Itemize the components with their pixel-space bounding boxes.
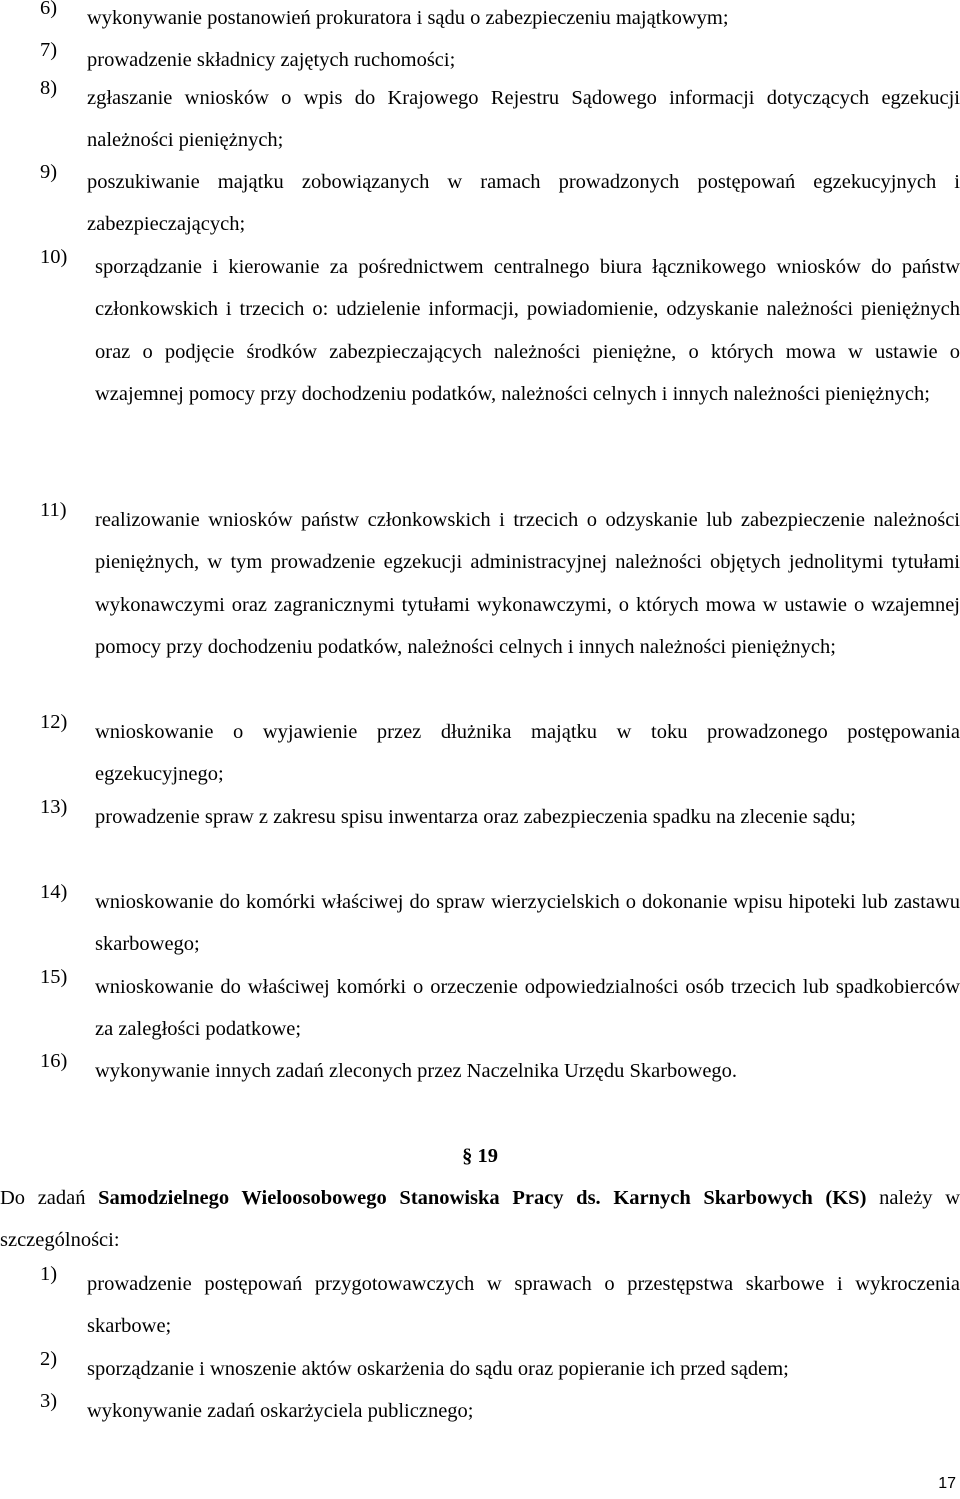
list-item-text: wnioskowanie o wyjawienie przez dłużnika majątku w toku prowadzonego postępowania egzekucyjnego; [95,721,960,786]
list-item [40,1050,960,1092]
list-item [40,796,960,838]
list-item [40,711,960,796]
list-item [40,1390,960,1432]
list-item [40,39,960,81]
list-item-number: 16) [40,1050,68,1072]
list-item-number: 14) [40,881,68,903]
intro-suffix: należy w szczególności: [0,1187,960,1252]
list-item-text: prowadzenie składnicy zajętych ruchomości; [87,49,456,71]
list-item-number: 3) [40,1390,58,1412]
list-item [40,0,960,39]
intro-prefix: Do zadań [0,1187,99,1209]
list-item-text: wykonywanie zadań oskarżyciela publicznego; [87,1400,474,1422]
list-item-text: wnioskowanie do komórki właściwej do spraw wierzycielskich o dokonanie wpisu hipoteki lub zastawu skarbowego; [95,891,960,956]
list-item-text: wykonywanie postanowień prokuratora i sądu o zabezpieczeniu majątkowym; [87,7,729,29]
page-number: 17 [938,1475,956,1492]
list-item-number: 15) [40,966,68,988]
list-item-number: 9) [40,161,58,183]
list-item-number: 13) [40,796,68,818]
unit-name: Samodzielnego Wieloosobowego Stanowiska Pracy ds. Karnych Skarbowych (KS) [98,1187,867,1209]
list-item-text: wykonywanie innych zadań zleconych przez Naczelnika Urzędu Skarbowego. [95,1060,738,1082]
list-item-text: sporządzanie i wnoszenie aktów oskarżenia do sądu oraz popieranie ich przed sądem; [87,1358,789,1380]
list-item-text: zgłaszanie wniosków o wpis do Krajowego Rejestru Sądowego informacji dotyczących egzekucji należności pieniężnych; [87,87,960,152]
list-item-number: 1) [40,1263,58,1285]
list-item-number: 2) [40,1348,58,1370]
list-item [40,77,960,162]
list-item-text: prowadzenie postępowań przygotowawczych w sprawach o przestępstwa skarbowe i wykroczenia skarbowe; [87,1273,960,1338]
list-item-number: 7) [40,39,58,61]
list-item-number: 6) [40,0,58,19]
list-item [40,881,960,966]
list-item [40,161,960,246]
list-item [40,1263,960,1348]
list-item [40,1348,960,1390]
list-item [40,246,960,416]
list-item-number: 11) [40,499,67,521]
list-item-number: 10) [40,246,68,268]
list-item-text: sporządzanie i kierowanie za pośrednictwem centralnego biura łącznikowego wniosków do państw członkowskich i trzecich o: udzielenie informacji, powiadomienie, odzyskanie należności pieniężnych oraz o podjęcie środków zabezpieczających należności pieniężne, o których mowa w ustawie o wzajemnej pomocy przy dochodzeniu podatków, należności celnych i innych należności pieniężnych; [95,256,960,406]
list-item-text: wnioskowanie do właściwej komórki o orzeczenie odpowiedzialności osób trzecich lub spadkobierców za zaległości podatkowe; [95,976,960,1041]
list-item [40,966,960,1051]
list-item-text: prowadzenie spraw z zakresu spisu inwentarza oraz zabezpieczenia spadku na zlecenie sądu; [95,806,856,828]
section-heading: § 19 [462,1145,498,1167]
list-item-text: realizowanie wniosków państw członkowskich i trzecich o odzyskanie lub zabezpieczenie należności pieniężnych, w tym prowadzenie egzekucji administracyjnej należności objętych jednolitymi tytułami wykonawczymi oraz zagranicznymi tytułami wykonawczymi, o których mowa w ustawie o wzajemnej pomocy przy dochodzeniu podatków, należności celnych i innych należności pieniężnych; [95,509,960,659]
list-item-text: poszukiwanie majątku zobowiązanych w ramach prowadzonych postępowań egzekucyjnych i zabezpieczających; [87,171,960,236]
list-item-number: 8) [40,77,58,99]
section-intro [0,1177,960,1262]
list-item-number: 12) [40,711,68,733]
list-item [40,499,960,669]
